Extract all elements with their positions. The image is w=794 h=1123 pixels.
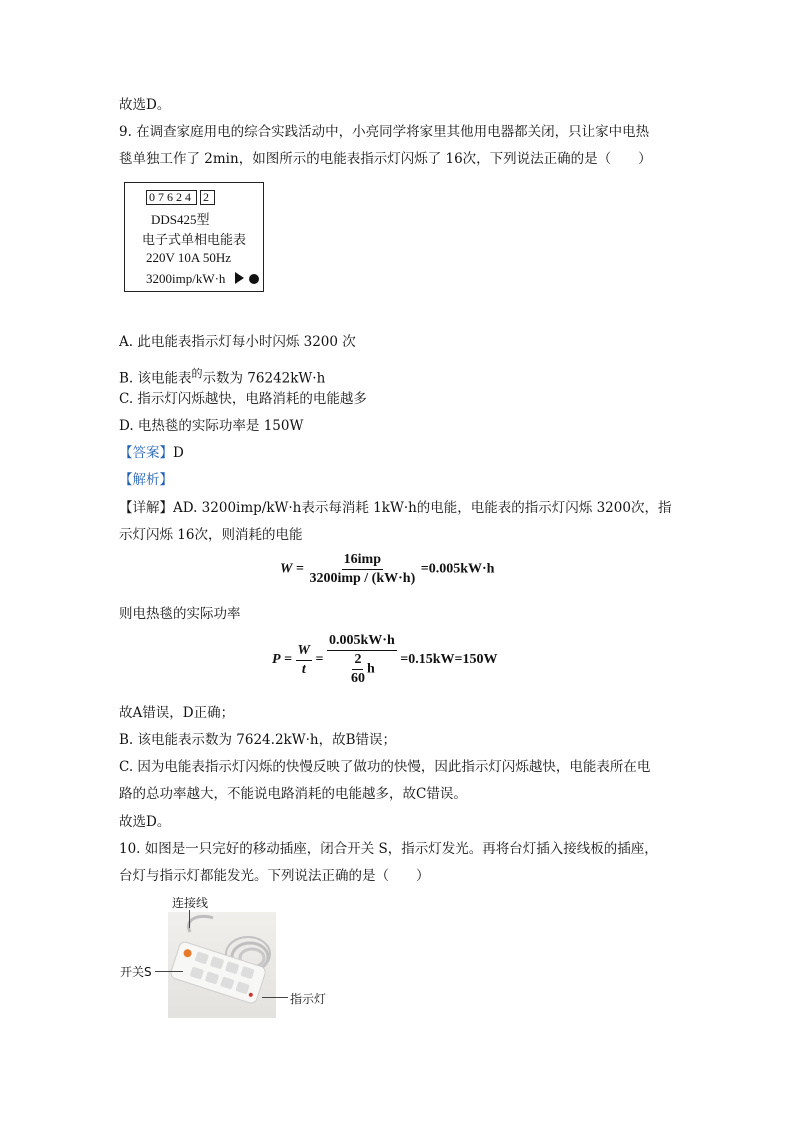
option-b xyxy=(119,364,325,389)
formula2-rhs: =0.15kW=150W xyxy=(400,652,498,668)
power-strip-photo xyxy=(168,912,276,1018)
energy-formula: W = $\frac{\text{16imp}}{\text{3200imp / (kW·h)}}$ =0.005kW·h xyxy=(280,552,495,586)
meter-digits: 07624 xyxy=(146,190,197,205)
conclusion-2: B. 该电能表示数为 7624.2kW·h，故B错误； xyxy=(119,732,396,748)
question-10-line1: 10. 如图是一只完好的移动插座，闭合开关 S，指示灯发光。再将台灯插入接线板的插座， xyxy=(119,841,658,857)
cable-label: 连接线 xyxy=(172,896,209,910)
switch-leader-line xyxy=(155,971,183,972)
question-9-line2: 毯单独工作了 2min，如图所示的电能表指示灯闪烁了 16次，下列说法正确的是（ ） xyxy=(119,151,652,167)
option-b-text: B. 该电能表 xyxy=(119,370,192,387)
power-intro: 则电热毯的实际功率 xyxy=(119,606,241,622)
indicator-leader-line xyxy=(262,997,288,998)
conclusion-1: 故A错误，D正确； xyxy=(119,705,235,721)
formula1-fraction xyxy=(307,552,417,587)
formula2-denominator2 xyxy=(347,651,377,687)
indicator-dot-icon xyxy=(249,274,259,284)
formula2-inner-den: 60 xyxy=(350,671,365,686)
switch-label: 开关S xyxy=(120,965,152,979)
analysis-tag: 【解析】 xyxy=(119,472,173,488)
option-b-superscript: 的 xyxy=(191,367,203,380)
answer-line xyxy=(119,443,184,463)
question-10-line2: 台灯与指示灯都能发光。下列说法正确的是（ ） xyxy=(119,868,430,884)
question-9-line1: 9. 在调查家庭用电的综合实践活动中，小亮同学将家里其他用电器都关闭，只让家中电热 xyxy=(119,124,650,140)
answer-value: D xyxy=(173,445,184,461)
detail-tag: 【详解】 xyxy=(119,500,173,516)
meter-figure xyxy=(124,182,264,292)
formula2-inner-fraction xyxy=(349,652,367,687)
formula2-numerator1: W xyxy=(296,643,312,661)
formula1-rhs: =0.005kW·h xyxy=(420,561,495,577)
detail-line2: 示灯闪烁 16次，则消耗的电能 xyxy=(119,527,303,543)
indicator-label: 指示灯 xyxy=(290,992,327,1006)
conclusion-3: C. 因为电能表指示灯闪烁的快慢反映了做功的快慢，因此指示灯闪烁越快，电能表所在电 xyxy=(119,759,651,775)
meter-model: DDS425型 xyxy=(151,212,210,227)
formula1-numerator: 16imp xyxy=(342,552,383,570)
answer-tag: 【答案】 xyxy=(119,445,173,461)
meter-name: 电子式单相电能表 xyxy=(142,232,247,247)
meter-reading xyxy=(146,190,215,205)
detail-line1 xyxy=(119,498,671,518)
detail-text: AD. 3200imp/kW·h表示每消耗 1kW·h的电能，电能表的指示灯闪烁 3200次，指 xyxy=(173,500,672,516)
option-d: D. 电热毯的实际功率是 150W xyxy=(119,418,304,434)
formula1-denominator: 3200imp / (kW·h) xyxy=(309,571,416,586)
meter-decimal-digit: 2 xyxy=(200,190,215,205)
power-formula: P = $\frac{W}{t}$ = 0.005kW·h $\frac{2}{60}$ h =0.15kW=150W xyxy=(272,633,498,686)
prev-answer: 故选D。 xyxy=(119,97,171,113)
conclusion-5: 故选D。 xyxy=(119,814,171,830)
play-icon xyxy=(235,272,244,284)
formula2-unit: h xyxy=(366,661,375,677)
formula1-lhs: W xyxy=(280,561,293,577)
formula2-inner-num: 2 xyxy=(352,652,363,670)
option-c: C. 指示灯闪烁越快，电路消耗的电能越多 xyxy=(119,391,367,407)
formula2-numerator2: 0.005kW·h xyxy=(327,633,397,651)
formula2-lhs: P xyxy=(272,652,281,668)
cable-leader-line xyxy=(189,910,190,928)
power-strip-drawing xyxy=(168,912,276,1018)
formula2-fraction2 xyxy=(327,633,397,687)
formula2-denominator1: t xyxy=(301,661,306,677)
option-b-text-end: 示数为 76242kW·h xyxy=(202,370,326,387)
option-a: A. 此电能表指示灯每小时闪烁 3200 次 xyxy=(119,334,356,350)
meter-constant: 3200imp/kW·h xyxy=(146,271,226,286)
formula2-fraction1 xyxy=(296,643,312,678)
meter-spec: 220V 10A 50Hz xyxy=(146,250,231,265)
conclusion-4: 路的总功率越大，不能说电路消耗的电能越多，故C错误。 xyxy=(119,786,467,802)
